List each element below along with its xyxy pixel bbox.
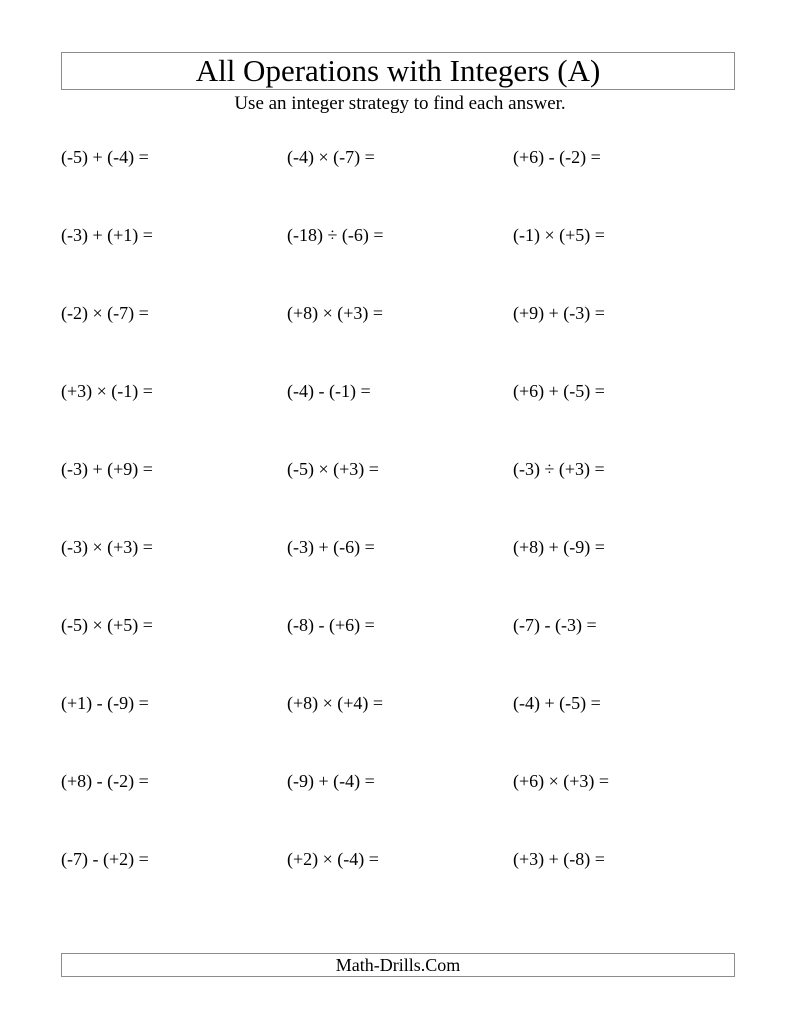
- problem: (+1) - (-9) =: [61, 693, 149, 713]
- instructions: Use an integer strategy to find each answer.: [234, 93, 566, 114]
- problem: (-4) - (-1) =: [287, 381, 371, 401]
- problem: (-1) × (+5) =: [513, 225, 605, 245]
- problem: (-2) × (-7) =: [61, 303, 149, 323]
- title-box: [61, 52, 735, 90]
- problem: (-3) + (+9) =: [61, 459, 153, 479]
- problem: (+9) + (-3) =: [513, 303, 605, 323]
- footer-box: [61, 953, 735, 977]
- problem: (+8) + (-9) =: [513, 537, 605, 557]
- problem: (-3) + (+1) =: [61, 225, 153, 245]
- problem: (-4) + (-5) =: [513, 693, 601, 713]
- problem: (-5) × (+3) =: [287, 459, 379, 479]
- problem: (-8) - (+6) =: [287, 615, 375, 635]
- problem: (+6) × (+3) =: [513, 771, 610, 791]
- problem: (-18) ÷ (-6) =: [287, 225, 384, 245]
- problem: (-7) - (+2) =: [61, 849, 149, 869]
- problem: (+6) + (-5) =: [513, 381, 605, 401]
- problem: (+3) × (-1) =: [61, 381, 153, 401]
- problem: (-9) + (-4) =: [287, 771, 375, 791]
- problem: (+2) × (-4) =: [287, 849, 379, 869]
- problem: (-3) + (-6) =: [287, 537, 375, 557]
- footer-text: Math-Drills.Com: [335, 955, 461, 975]
- problem: (-5) × (+5) =: [61, 615, 153, 635]
- problem: (+8) × (+4) =: [287, 693, 384, 713]
- problem: (-7) - (-3) =: [513, 615, 597, 635]
- problem-grid: [61, 144, 741, 924]
- problem: (-3) ÷ (+3) =: [513, 459, 605, 479]
- problem: (+8) - (-2) =: [61, 771, 149, 791]
- problem: (-4) × (-7) =: [287, 147, 375, 167]
- problem: (+8) × (+3) =: [287, 303, 384, 323]
- problem: (-3) × (+3) =: [61, 537, 153, 557]
- problem: (-5) + (-4) =: [61, 147, 149, 167]
- problem: (+3) + (-8) =: [513, 849, 605, 869]
- problem: (+6) - (-2) =: [513, 147, 601, 167]
- page-title: All Operations with Integers (A): [195, 53, 601, 88]
